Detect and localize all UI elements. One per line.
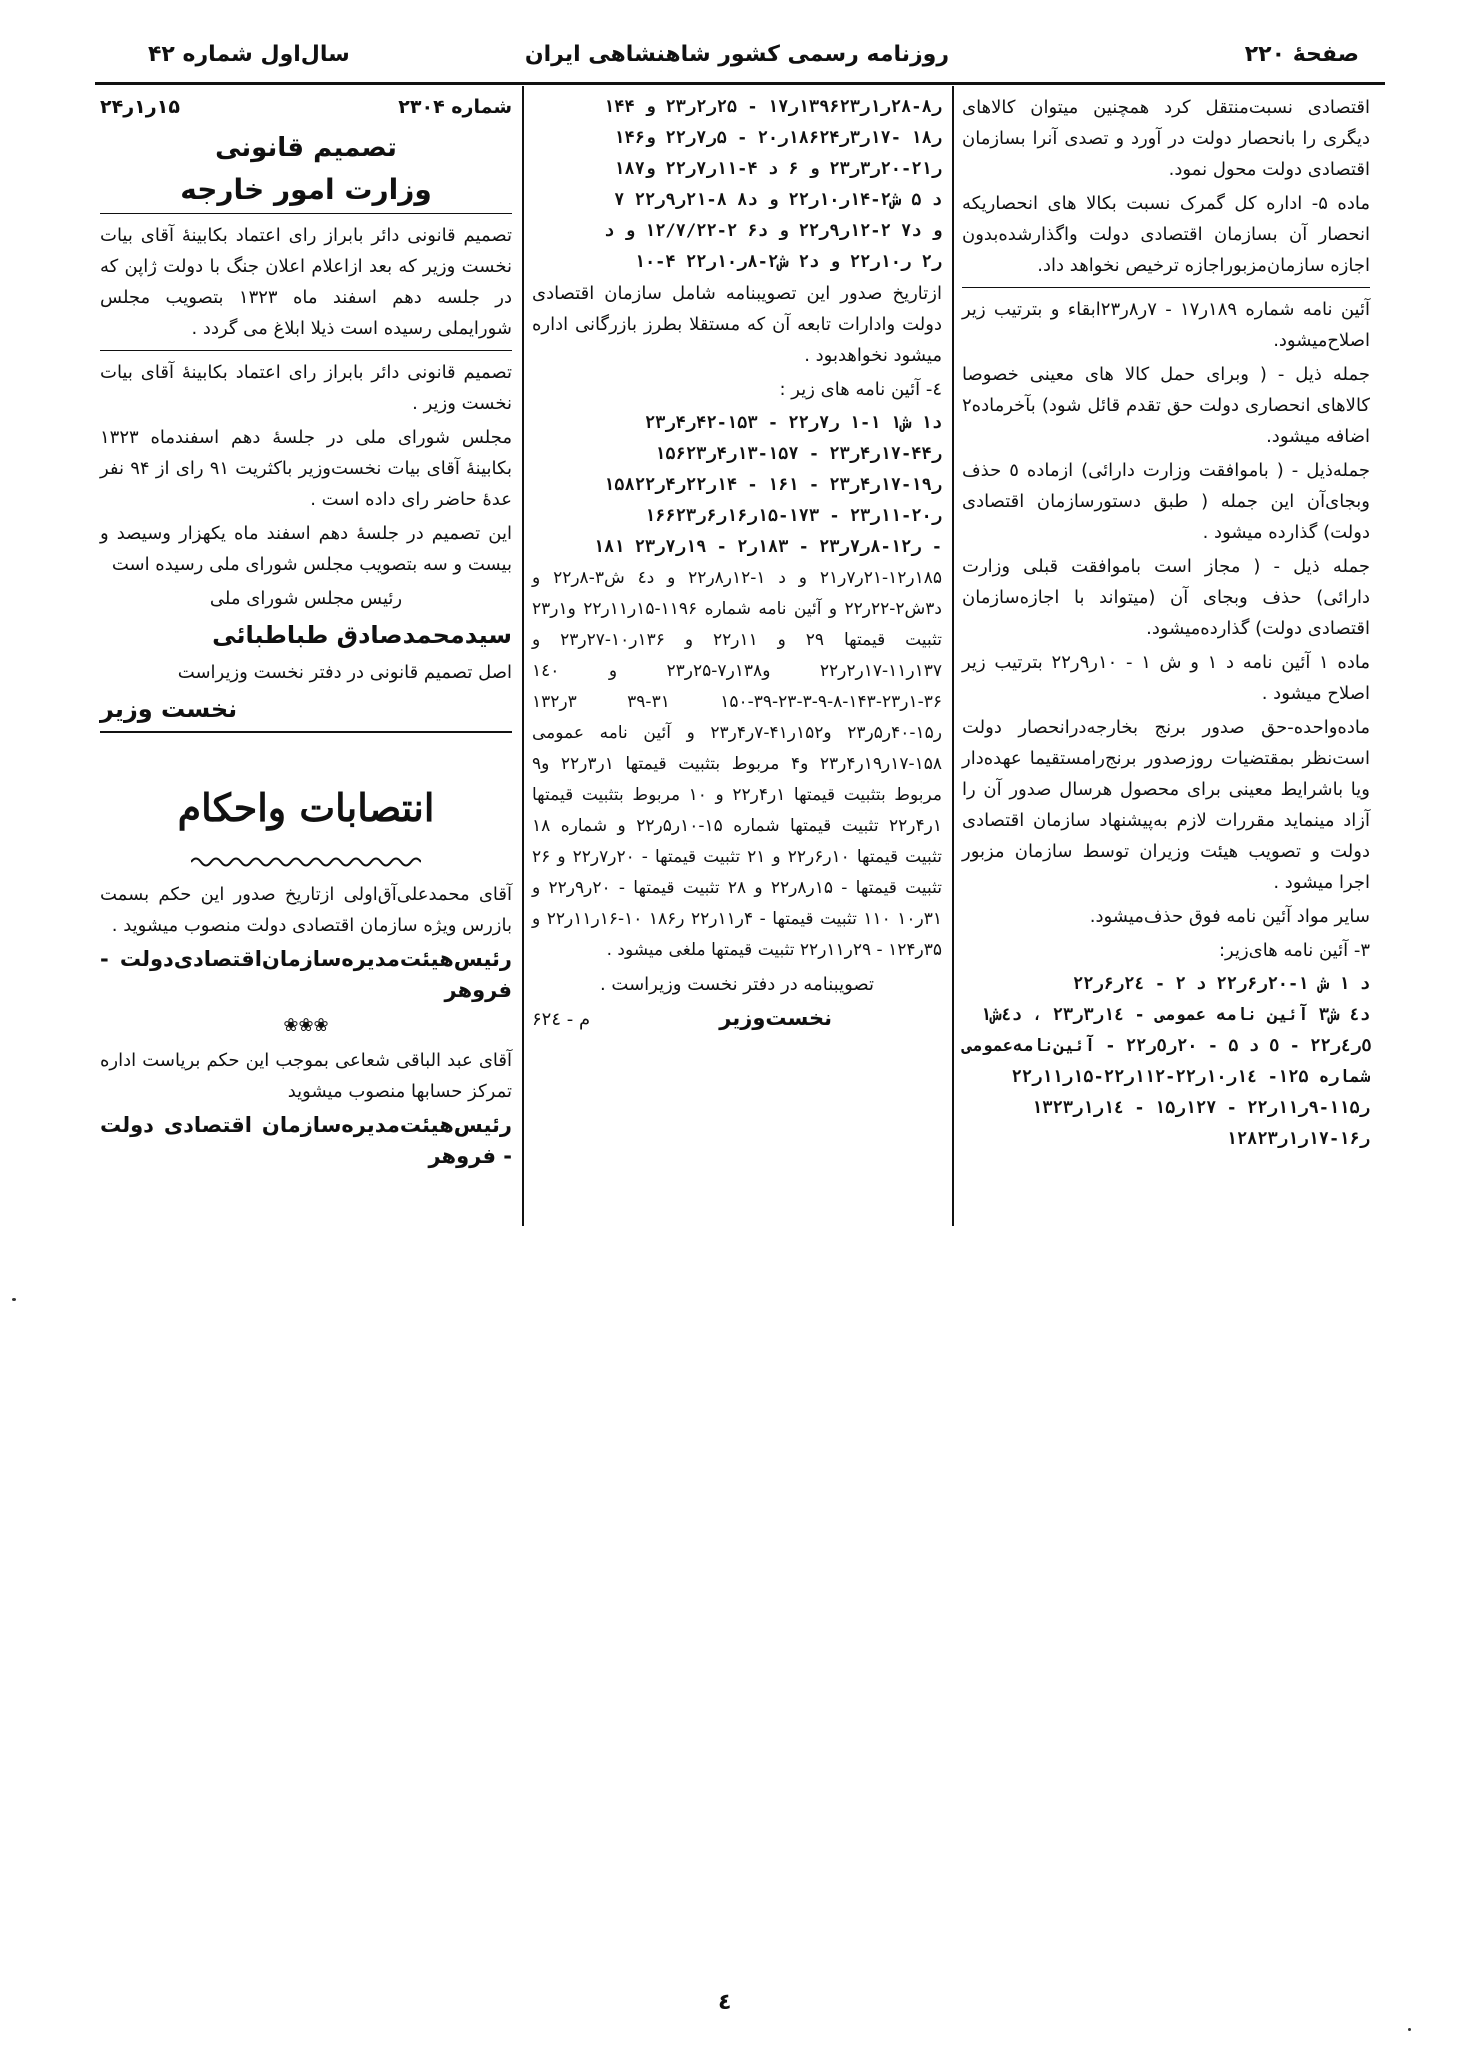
paragraph: این تصمیم در جلسهٔ دهم اسفند ماه یکهزار وسیصد و بیست و سه بتصویب مجلس شورای ملی رسیده است — [100, 523, 512, 575]
paragraph: اصل تصمیم قانونی در دفتر نخست وزیراست — [177, 662, 512, 683]
paragraph: ازتاریخ صدور این تصویبنامه شامل سازمان اقتصادی دولت وادارات تابعه آن که مستقلا بطرز بازرگانی اداره میشود نخواهدبود . — [532, 283, 942, 366]
header-rule — [95, 82, 1385, 85]
number-line: ۱۴۶ر۱۸ -۱۷ر۳ر۱۸۶۲۴ر۲۰ - ۵ر۷ر۲۲ و — [614, 128, 942, 148]
speaker-signature: سیدمحمدصادق طباطبائی — [212, 621, 512, 649]
divider — [962, 287, 1370, 288]
column-divider-left — [522, 86, 524, 1226]
paragraph: ماده‌واحده-حق صدور برنج بخارجه‌درانحصار دولت است‌نظر بمقتضیات روزصدور برنج‌رامستقیما عهده‌دار ویا باشرایط معینی برای محصول هرسال صدور آن را آزاد مینماید مقررات لازم به‌پیشنهاد سازمان اقتصادی دولت و تصویب هیئت وزیران توسط سازمان مزبور اجرا میشود . — [962, 717, 1370, 893]
number-line: ۷ د ۵ ش۲-۱۴ر۱۰ر۲۲ و د۸ ۸-۲۱ر۹ر۲۲ — [614, 190, 942, 210]
number-line: د۱ ش۱ ۱-۱ ر۷ر۲۲ - ۱۵۳-۴۲ر۴ر۲۳ — [644, 413, 942, 433]
number-line: ۱۰-۴ ر۲ ر۱۰ر۲۲ و د۲ ش۲-۸ر۱۰ر۲۲ — [634, 252, 942, 272]
paragraph: ماده ۱ آئین نامه د ۱ و ش ۱ - ۱۰ر۹ر۲۲ بترتیب زیر اصلاح میشود . — [962, 652, 1370, 704]
ornament-stars: ❀❀❀ — [283, 1015, 329, 1036]
paragraph: جمله‌ذیل - ( باموافقت وزارت دارائی) ازماده ٥ حذف وبجای‌آن این جمله ( طبق دستورسازمان اقتصادی دولت) گذارده میشود . — [962, 460, 1370, 543]
paragraph: ۳- آئین نامه های‌زیر: — [1218, 940, 1370, 961]
paragraph: تصمیم قانونی دائر بابراز رای اعتماد بکابینهٔ آقای بیات نخست وزیر . — [100, 362, 512, 414]
paragraph: تصویبنامه در دفتر نخست وزیراست . — [599, 974, 875, 995]
pm-signature: نخست وزیر — [100, 695, 238, 723]
number-line: ۱۵۸ر۱۹-۱۷ر۴ر۲۳ - ۱۶۱ - ۱۴ر۲۲ر۴ر۲۲ — [603, 475, 942, 495]
column-divider-right — [952, 86, 954, 1226]
column-right — [962, 92, 1370, 1155]
signature-title: رئیس مجلس شورای ملی — [209, 588, 403, 609]
page-number: ٤ — [718, 1990, 732, 2015]
issue-number: شماره ۲۳۰۴ — [398, 96, 512, 118]
scan-speck — [12, 1298, 16, 1301]
pm-signature: نخست‌وزیر — [719, 1006, 832, 1030]
divider — [100, 213, 512, 214]
ministry-title: وزارت امور خارجه — [180, 173, 432, 206]
appointment-signature: رئیس‌هیئت‌مدیره‌سازمان اقتصادی دولت - فروهر — [100, 1113, 512, 1168]
number-line: د ۱ ش ۱-۲۰ر۶ر۲۲ د ۲ - ۲٤ر۶ر۲۲ — [1072, 974, 1370, 994]
appointment-text: آقای عبد الباقی شعاعی بموجب این حکم بریاست اداره تمرکز حسابها منصوب میشوید — [100, 1050, 512, 1102]
decorative-wave — [191, 855, 421, 869]
paragraph: سایر مواد آئین نامه فوق حذف‌میشود. — [1089, 906, 1370, 927]
number-line: ۱۴۴ ر۸-۲۸ر۱ر۱۳۹۶۲۳ر۱۷ - ۲۵ر۲ر۲۳ و — [603, 97, 942, 117]
paragraph: مجلس شورای ملی در جلسهٔ دهم اسفندماه ۱۳۲۳ بکابینهٔ آقای بیات نخست‌وزیر باکثریت ۹۱ رای از ۹۴ نفر عدهٔ حاضر رای داده است . — [100, 427, 512, 510]
paragraph: جمله ذیل - ( مجاز است باموافقت قبلی وزارت دارائی) حذف وبجای آن (میتواند با اجازه‌سازمان اقتصادی دولت) گذارده‌میشود. — [962, 556, 1370, 639]
paragraph: جمله ذیل - ( وبرای حمل کالا های معینی خصوصا کالاهای انحصاری دولت حق تقدم قائل شود) بآخرماده۲ اضافه میشود. — [962, 364, 1370, 447]
number-line: د٤ ش۳ آئین نامه عمومی - ۱٤ر۳ر۲۳ ، د٤ش۱ — [980, 1005, 1370, 1025]
paragraph: ۱۸۵ر۱۲-۲۱ر۷ر۲۱ و د ۱-۱۲ر۸ر۲۲ و د٤ ش۳-۸ر۲۲ و د۳ش۲-۲۲ر۲۲ و آئین نامه شماره ۱۱۹۶-۱۵ر۱۱ر۲۲ و۱ر۲۳ تثبیت قیمتها ۲۹ و ۱۱ر۲۲ و ۱۳۶ر۱۰-۲۷ر۲۳ و ۱۳۷ر۱۱-۱۷ر۲ر۲۲ و۱۳۸ر۷-۲۵ر۲۳ و ۱٤٠ ۳۶-۱ر۲۳-۱۴۳-۸-۹-۳-۲۳-۳۹-۱۵۰ ۳۱-۳۹ ۳ر۱۳۲ ر۱۵-۴۰ر۵ر۲۳ و۱۵۲ر۴۱-۷ر۴ر۲۳ و آئین نامه عمومی ۱۵۸-۱۷ر۱۹ر۴ر۲۳ و۴ مربوط بتثبیت قیمتها ۱ر۳ر۲۲ و۹ مربوط بتثبیت قیمتها ۱ر۴ر۲۲ و ۱۰ مربوط بتثبیت قیمتها ۱ر۴ر۲۲ تثبیت قیمتها شماره ۱۵-۱۰ر۵ر۲۲ و شماره ۱۸ تثبیت قیمتها ۱۰ر۶ر۲۲ و ۲۱ تثبیت قیمتها - ۲۰ر۷ر۲۲ و ۲۶ تثبیت قیمتها - ۱۵ر۸ر۲۲ و ۲۸ تثبیت قیمتها - ۲۰ر۹ر۲۲ و ۳۱ر۱۰ ۱۱۰ تثبیت قیمتها - ۴ر۱۱ر۲۲ ر۱۸۶ ۱۰-۱۶ر۱۱ر۲۲ و ۳۵ر۱۲۴ - ۲۹ر۱۱ر۲۲ تثبیت قیمتها ملغی میشود . — [532, 568, 943, 960]
number-line: ۱۳ر۱۱۵-۹ر۱۱ر۲۲ - ۱۲۷ر۱۵ - ۱٤ر۱ر۲۳ — [1031, 1098, 1370, 1118]
year-issue: سال‌اول شماره ۴۲ — [148, 42, 350, 67]
paragraph: اقتصادی نسبت‌منتقل کرد همچنین میتوان کالاهای دیگری را بانحصار دولت در آورد و تصدی آنرا بسازمان اقتصادی دولت محول نمود. — [962, 97, 1370, 180]
item-heading: ٤- آئین نامه های زیر : — [779, 379, 942, 400]
paragraph: آئین نامه شماره ۱۸۹ر۱۷ - ۷ر۸ر۲۳ابقاء و بترتیب زیر اصلاح‌میشود. — [962, 299, 1370, 351]
number-line: شماره ۱۲۵- ۱٤ر۱۰ر۲۲-۱۱۲ر۲۲-۱۵ر۱۱ر۲۲ — [1011, 1067, 1370, 1087]
paragraph: ماده ۵- اداره کل گمرک نسبت بکالا های انحصاریکه انحصار آن بسازمان اقتصادی دولت واگذارشده‌بدون اجازه سازمان‌مزبوراجازه ترخیص نخواهد داد. — [962, 193, 1370, 276]
divider — [100, 731, 512, 733]
appointment-text: آقای محمدعلی‌آق‌اولی ازتاریخ صدور این حکم بسمت بازرس ویژه سازمان اقتصادی دولت منصوب میشوید . — [100, 884, 512, 936]
number-line: ۱۶۶ر۲۰-۱۱ر۲۳ - ۱۷۳-۱۵ر۱۶ر۶ر۲۳ — [644, 506, 942, 526]
number-line: ٥ر٤ر۲۲ - ٥ د ۵ - ۲۰ر٥ر۲۲ - آئین‌نامه‌عمومی — [962, 1036, 1372, 1056]
scan-speck — [1408, 2028, 1411, 2031]
number-line: ۱۸۷ر۲۱-۲۰ر۳ر۲۳ و ۶ د ۴-۱۱ر۷ر۲۲ و — [614, 159, 942, 179]
paper-title: روزنامه رسمی کشور شاهنشاهی ایران — [524, 42, 949, 67]
appointment-signature: رئیس‌هیئت‌مدیره‌سازمان‌اقتصادی‌دولت - فروهر — [100, 947, 512, 1002]
reference-number: م - ۶۲٤ — [532, 1009, 591, 1030]
issue-row — [100, 92, 512, 123]
column-middle — [532, 92, 942, 1035]
number-line: و د۷ ۲-۱۲ر۹ر۲۲ و د۶ ۲-۱۲/۷/۲۲ و د — [604, 221, 942, 241]
section-title: تصمیم قانونی — [215, 133, 397, 163]
signature-row — [532, 1003, 942, 1035]
number-line: ۱۲۸ر۱۶-۱۷ر۱ر۲۳ — [1226, 1129, 1370, 1149]
column-left — [100, 92, 512, 1172]
number-line: ۱۸۱ ر۱۲-۸ر۷ر۲۳ - ۱۸۳ر۲ - ۱۹ر۷ر۲۳ - — [593, 537, 942, 557]
divider — [100, 350, 512, 351]
issue-date: ۱۵ر۱ر۲۴ — [100, 96, 180, 118]
number-line: ۱۵۶ر۴۴-۱۷ر۴ر۲۳ - ۱۵۷-۱۳ر۴ر۲۳ — [655, 444, 942, 464]
paragraph: تصمیم قانونی دائر بابراز رای اعتماد بکابینهٔ آقای بیات نخست وزیر که بعد ازاعلام اعلان جنگ با دولت ژاپن که در جلسه دهم اسفند ماه ۱۳۲۳ بتصویب مجلس شورایملی رسیده است ذیلا ابلاغ می گردد . — [100, 225, 512, 339]
banner-title: انتصابات واحکام — [177, 785, 435, 830]
section-banner — [156, 763, 456, 851]
page-label: صفحهٔ ۲۲۰ — [1244, 42, 1359, 67]
